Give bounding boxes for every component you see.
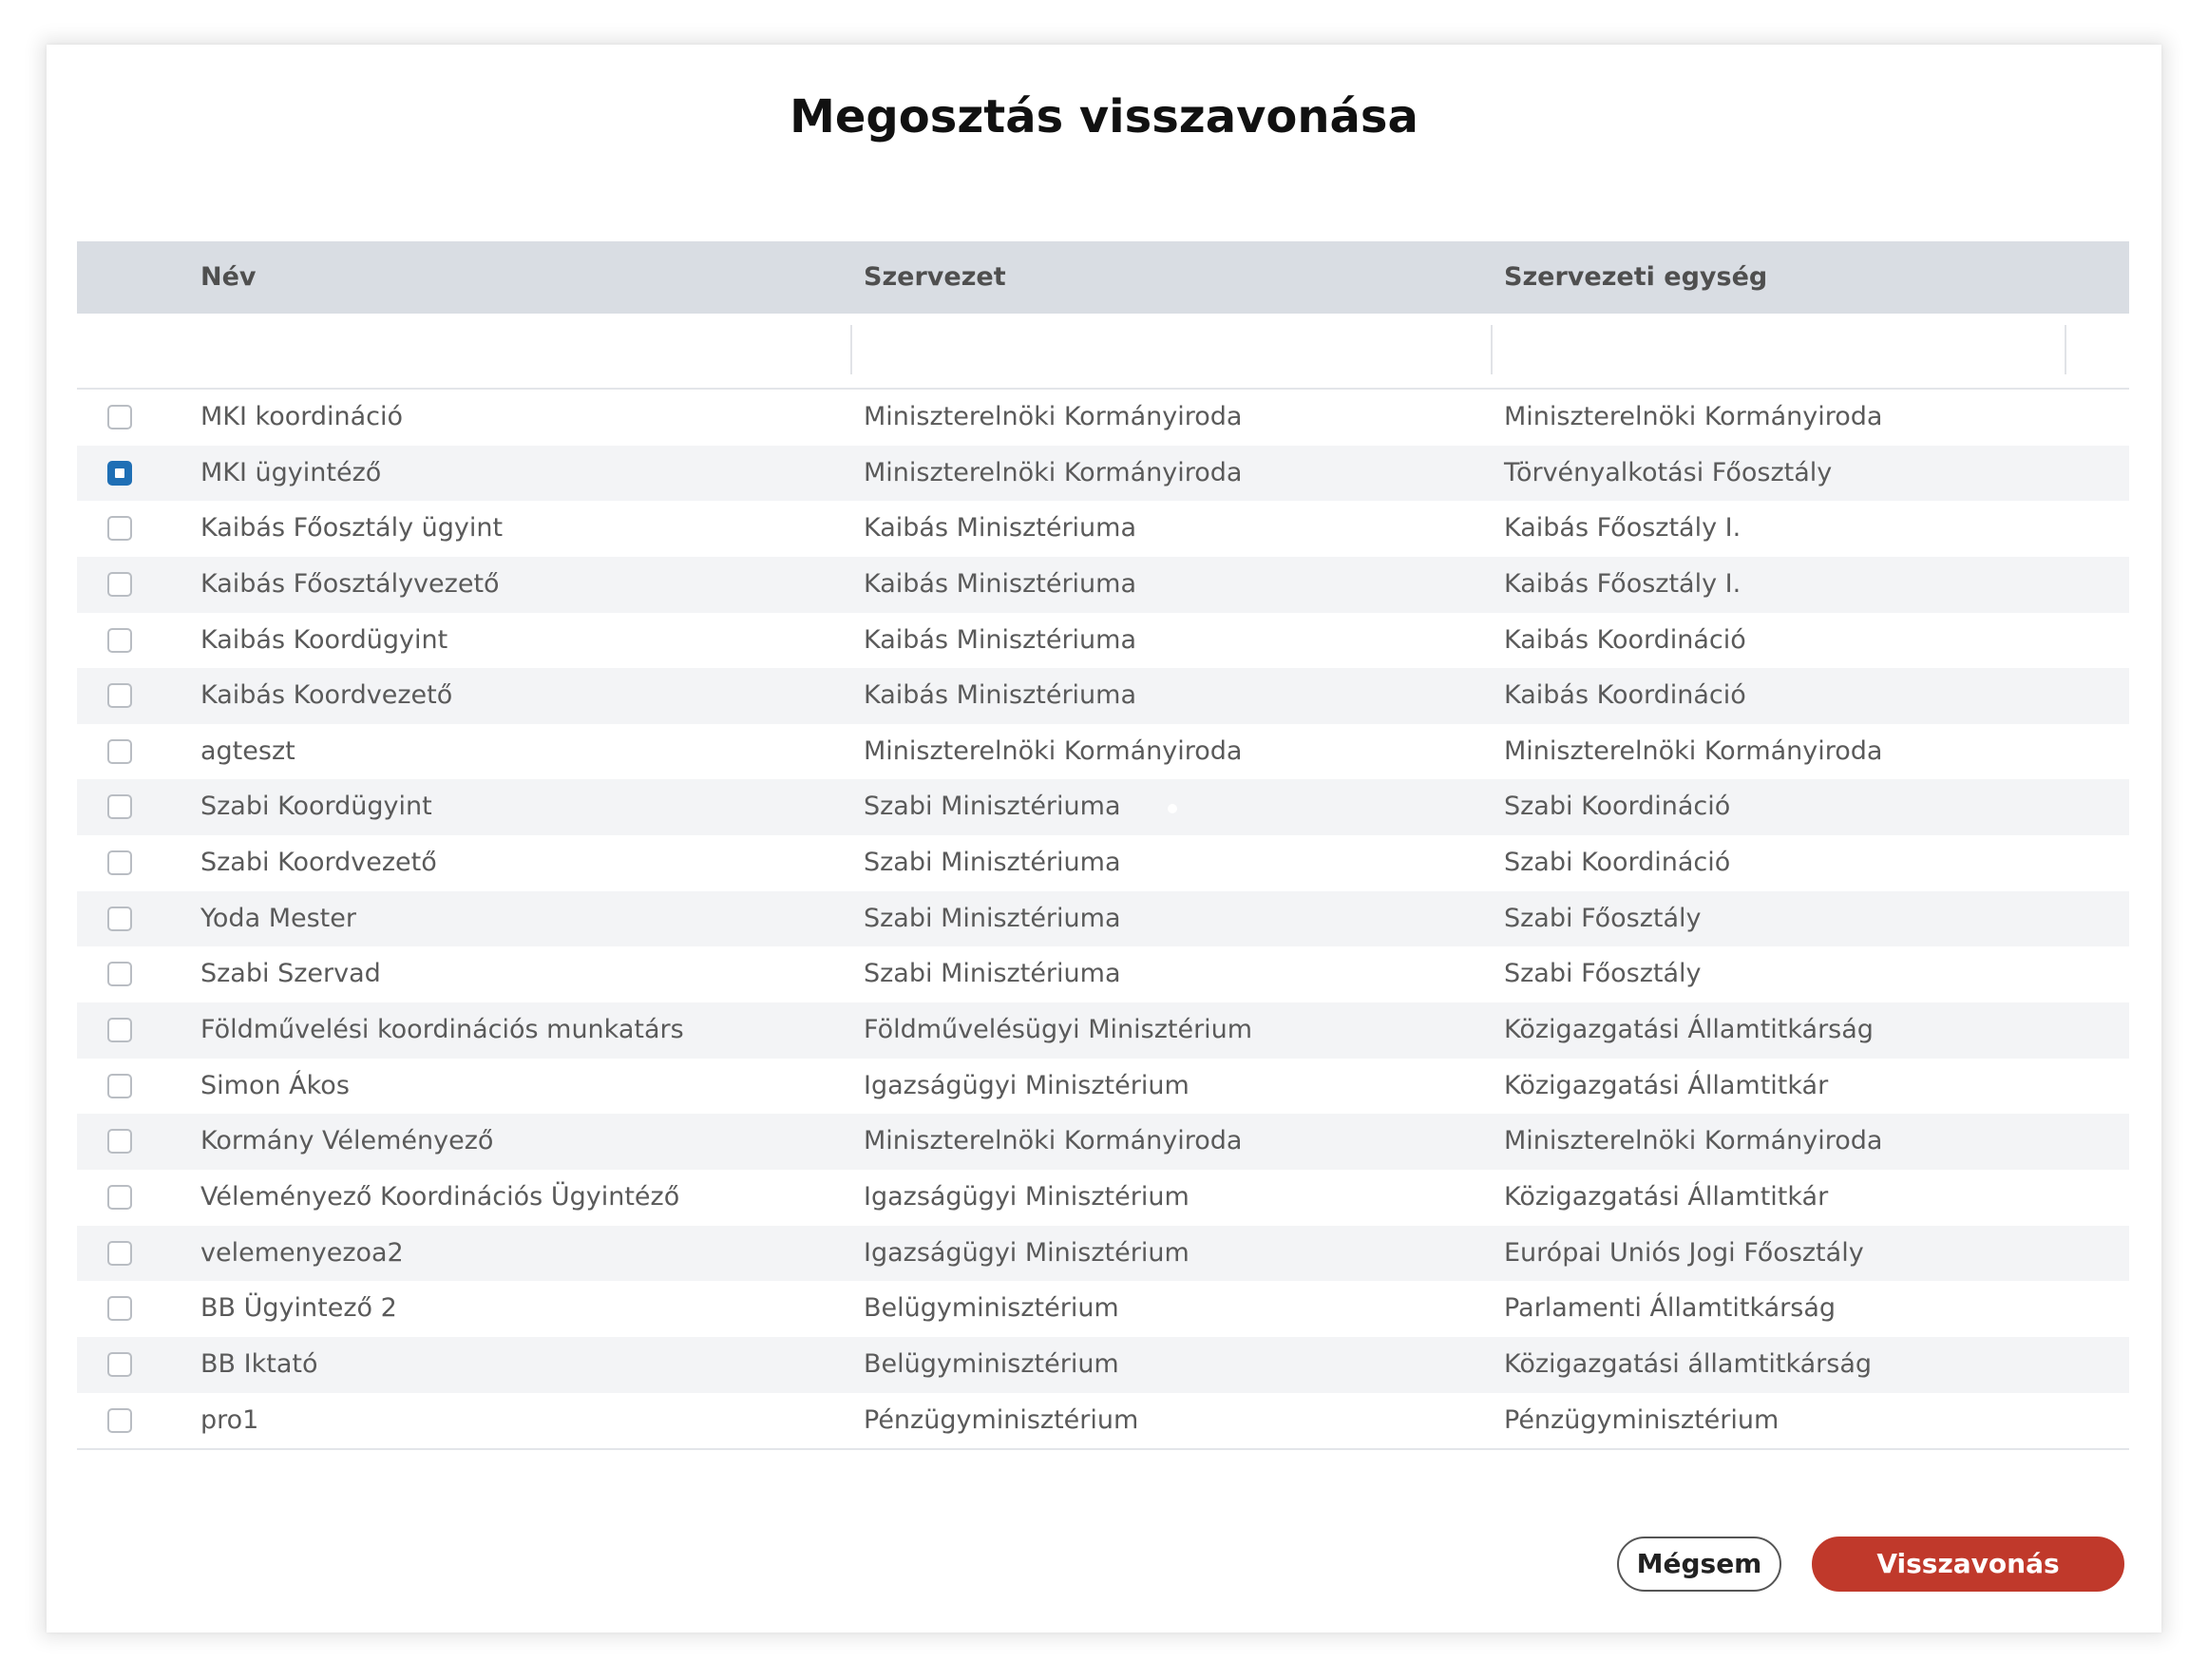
cell-organization: Szabi Minisztériuma: [864, 848, 1121, 878]
table-row[interactable]: [77, 724, 2129, 780]
cell-name: Kaibás Főosztály ügyint: [200, 513, 504, 544]
revoke-share-dialog: [47, 45, 2161, 1632]
revoke-button[interactable]: Visszavonás: [1812, 1537, 2124, 1592]
cell-name: Simon Ákos: [200, 1070, 350, 1100]
cell-organization: Szabi Minisztériuma: [864, 792, 1121, 822]
cell-unit: Kaibás Főosztály I.: [1504, 513, 1742, 544]
cell-name: Szabi Koordügyint: [200, 792, 432, 822]
cell-unit: Közigazgatási Államtitkár: [1504, 1070, 1829, 1100]
cell-unit: Szabi Koordináció: [1504, 848, 1731, 878]
row-checkbox[interactable]: [107, 461, 132, 486]
row-checkbox[interactable]: [107, 1074, 132, 1098]
filter-input-organization[interactable]: [850, 325, 1491, 374]
table-row[interactable]: [77, 891, 2129, 947]
cell-organization: Kaibás Minisztériuma: [864, 568, 1137, 599]
table-row[interactable]: [77, 779, 2129, 835]
cell-name: agteszt: [200, 735, 295, 766]
cell-unit: Közigazgatási Államtitkárság: [1504, 1015, 1874, 1045]
table-row[interactable]: [77, 1393, 2129, 1449]
cell-organization: Igazságügyi Minisztérium: [864, 1237, 1190, 1268]
table-row[interactable]: [77, 668, 2129, 724]
table-row[interactable]: [77, 1059, 2129, 1115]
filter-row: [77, 314, 2129, 390]
cell-organization: Szabi Minisztériuma: [864, 959, 1121, 989]
cell-name: pro1: [200, 1404, 259, 1435]
table-row[interactable]: [77, 501, 2129, 557]
cell-unit: Miniszterelnöki Kormányiroda: [1504, 402, 1883, 431]
cell-unit: Szabi Koordináció: [1504, 792, 1731, 822]
row-checkbox[interactable]: [107, 1018, 132, 1042]
cell-unit: Miniszterelnöki Kormányiroda: [1504, 1126, 1883, 1156]
table-row[interactable]: [77, 1281, 2129, 1337]
cell-name: BB Ügyintező 2: [200, 1293, 397, 1324]
cell-unit: Európai Uniós Jogi Főosztály: [1504, 1237, 1864, 1268]
cell-unit: Kaibás Főosztály I.: [1504, 568, 1742, 599]
cell-unit: Kaibás Koordináció: [1504, 680, 1746, 711]
cell-organization: Kaibás Minisztériuma: [864, 513, 1137, 544]
cell-name: Kormány Véleményező: [200, 1126, 494, 1156]
cell-name: velemenyezoa2: [200, 1237, 404, 1268]
cell-name: Kaibás Koordügyint: [200, 624, 448, 655]
cell-organization: Igazságügyi Minisztérium: [864, 1181, 1190, 1212]
cell-unit: Miniszterelnöki Kormányiroda: [1504, 735, 1883, 766]
cell-name: Szabi Szervad: [200, 959, 381, 989]
row-checkbox[interactable]: [107, 1408, 132, 1433]
row-checkbox[interactable]: [107, 1129, 132, 1154]
table-row[interactable]: [77, 1114, 2129, 1170]
table-row[interactable]: [77, 946, 2129, 1002]
cell-unit: Pénzügyminisztérium: [1504, 1404, 1780, 1435]
table-row[interactable]: [77, 1170, 2129, 1226]
row-checkbox[interactable]: [107, 1296, 132, 1321]
cell-unit: Kaibás Koordináció: [1504, 624, 1746, 655]
cell-organization: Belügyminisztérium: [864, 1293, 1119, 1324]
row-checkbox[interactable]: [107, 628, 132, 653]
cell-name: Yoda Mester: [200, 903, 356, 933]
row-checkbox[interactable]: [107, 850, 132, 875]
cell-organization: Kaibás Minisztériuma: [864, 680, 1137, 711]
cell-unit: Parlamenti Államtitkárság: [1504, 1293, 1837, 1324]
row-checkbox[interactable]: [107, 1185, 132, 1210]
cell-organization: Miniszterelnöki Kormányiroda: [864, 1126, 1243, 1156]
cell-unit: Törvényalkotási Főosztály: [1504, 457, 1833, 487]
cell-organization: Miniszterelnöki Kormányiroda: [864, 735, 1243, 766]
table-row[interactable]: [77, 835, 2129, 891]
cell-organization: Kaibás Minisztériuma: [864, 624, 1137, 655]
cell-organization: Szabi Minisztériuma: [864, 903, 1121, 933]
table-header: [77, 241, 2129, 314]
row-checkbox[interactable]: [107, 1352, 132, 1377]
cell-organization: Földművelésügyi Minisztérium: [864, 1015, 1253, 1045]
row-checkbox[interactable]: [107, 739, 132, 764]
table-row[interactable]: [77, 446, 2129, 502]
cell-name: MKI koordináció: [200, 402, 404, 431]
cell-unit: Szabi Főosztály: [1504, 903, 1702, 933]
cell-name: MKI ügyintéző: [200, 457, 382, 487]
row-checkbox[interactable]: [107, 907, 132, 931]
users-table: [77, 241, 2129, 1450]
table-row[interactable]: [77, 1002, 2129, 1059]
cell-organization: Igazságügyi Minisztérium: [864, 1070, 1190, 1100]
column-header-name[interactable]: Név: [200, 262, 257, 292]
table-row[interactable]: [77, 1226, 2129, 1282]
table-row[interactable]: [77, 1337, 2129, 1393]
cell-unit: Közigazgatási államtitkárság: [1504, 1348, 1873, 1379]
cell-unit: Szabi Főosztály: [1504, 959, 1702, 989]
cell-unit: Közigazgatási Államtitkár: [1504, 1181, 1829, 1212]
cell-organization: Miniszterelnöki Kormányiroda: [864, 402, 1243, 431]
row-checkbox[interactable]: [107, 405, 132, 430]
column-header-organization[interactable]: Szervezet: [864, 262, 1006, 292]
cell-name: Szabi Koordvezető: [200, 848, 437, 878]
row-checkbox[interactable]: [107, 572, 132, 597]
cell-organization: Belügyminisztérium: [864, 1348, 1119, 1379]
dialog-title: Megosztás visszavonása: [790, 90, 1418, 143]
table-row[interactable]: [77, 390, 2129, 446]
cell-name: Kaibás Koordvezető: [200, 680, 453, 711]
cell-organization: Miniszterelnöki Kormányiroda: [864, 457, 1243, 487]
column-header-unit[interactable]: Szervezeti egység: [1504, 262, 1768, 292]
row-checkbox[interactable]: [107, 962, 132, 986]
table-bottom-border: [77, 1448, 2129, 1450]
row-checkbox[interactable]: [107, 794, 132, 819]
row-checkbox[interactable]: [107, 1241, 132, 1266]
row-checkbox[interactable]: [107, 516, 132, 541]
filter-divider: [2065, 325, 2066, 374]
table-body: [77, 390, 2129, 1448]
filter-input-unit[interactable]: [1491, 325, 2065, 374]
cell-organization: Pénzügyminisztérium: [864, 1404, 1139, 1435]
cursor-dot: [1168, 804, 1177, 813]
cell-name: Véleményező Koordinációs Ügyintéző: [200, 1181, 680, 1212]
table-row[interactable]: [77, 557, 2129, 613]
row-checkbox[interactable]: [107, 683, 132, 708]
cancel-button[interactable]: Mégsem: [1617, 1537, 1781, 1592]
table-row[interactable]: [77, 613, 2129, 669]
cell-name: Kaibás Főosztályvezető: [200, 568, 500, 599]
cell-name: Földművelési koordinációs munkatárs: [200, 1015, 684, 1045]
cell-name: BB Iktató: [200, 1348, 318, 1379]
